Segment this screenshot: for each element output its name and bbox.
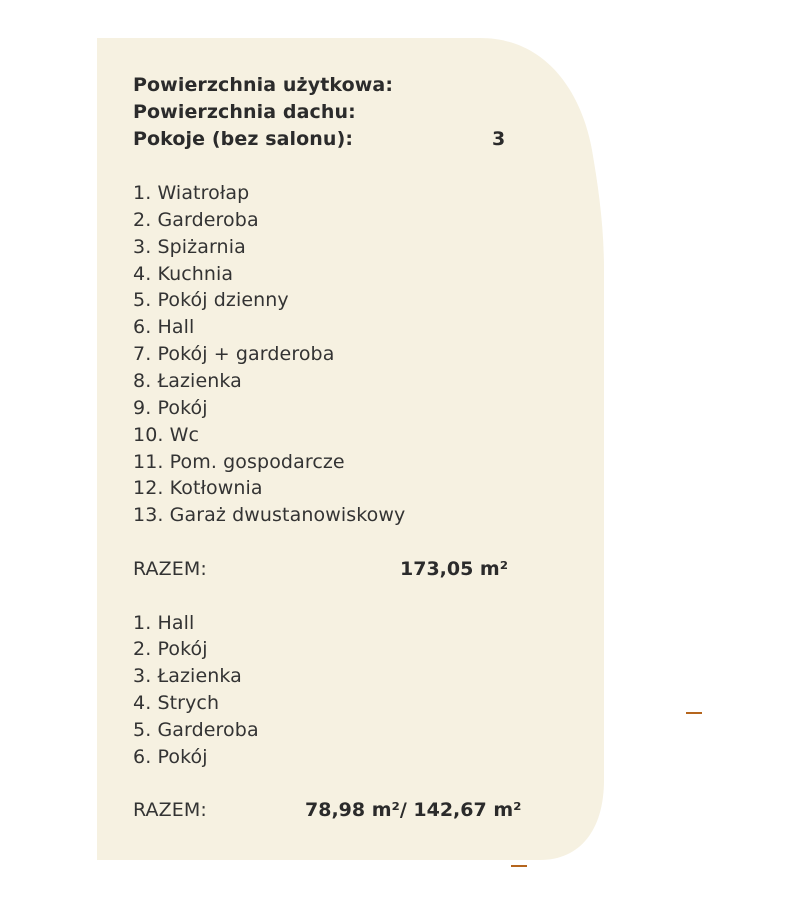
total-value: 173,05 m² [400, 558, 509, 580]
room-label: 5. Garderoba [133, 719, 259, 741]
room-label: 6. Pokój [133, 746, 208, 768]
accent-dash [686, 712, 702, 714]
room-label: 8. Łazienka [133, 370, 242, 392]
room-label: 7. Pokój + garderoba [133, 343, 335, 365]
room-label: 4. Kuchnia [133, 263, 234, 285]
room-label: 12. Kotłownia [133, 477, 263, 499]
summary-label: Powierzchnia dachu: [133, 101, 356, 123]
room-label: 9. Pokój [133, 397, 208, 419]
summary-value: 3 [492, 128, 506, 150]
room-label: 10. Wc [133, 424, 200, 446]
room-label: 4. Strych [133, 692, 220, 714]
room-label: 3. Łazienka [133, 665, 242, 687]
room-label: 3. Spiżarnia [133, 236, 246, 258]
room-label: 5. Pokój dzienny [133, 289, 289, 311]
accent-dash [511, 865, 527, 867]
summary-label: Powierzchnia użytkowa: [133, 74, 394, 96]
room-label: 2. Pokój [133, 638, 208, 660]
total-value: 78,98 m²/ 142,67 m² [305, 799, 522, 821]
room-label: 11. Pom. gospodarcze [133, 451, 345, 473]
room-label: 1. Wiatrołap [133, 182, 250, 204]
summary-label: Pokoje (bez salonu): [133, 128, 354, 150]
room-label: 1. Hall [133, 612, 195, 634]
total-label: RAZEM: [133, 799, 207, 821]
room-label: 6. Hall [133, 316, 195, 338]
room-label: 2. Garderoba [133, 209, 259, 231]
room-label: 13. Garaż dwustanowiskowy [133, 504, 406, 526]
total-label: RAZEM: [133, 558, 207, 580]
